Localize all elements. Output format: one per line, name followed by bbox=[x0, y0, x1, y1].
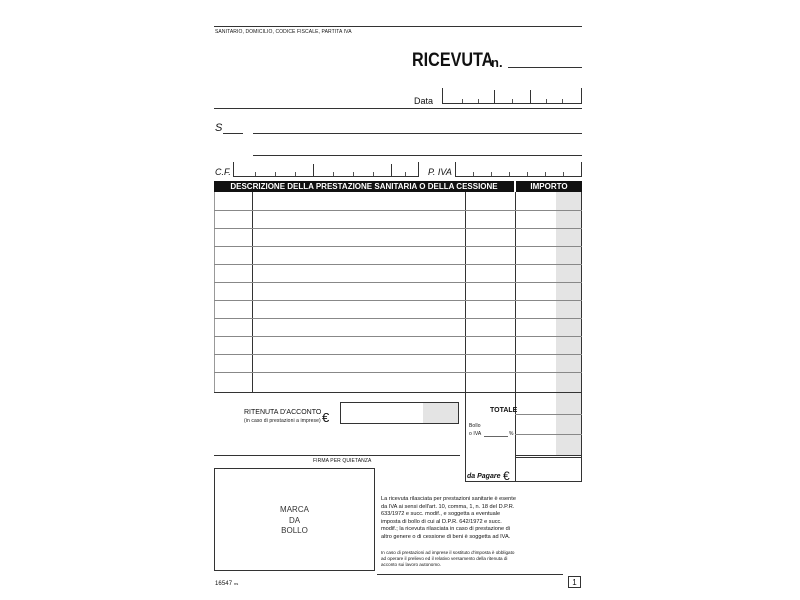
issuer-top-rule bbox=[214, 26, 582, 27]
cf-tick bbox=[373, 172, 374, 176]
totale-label: TOTALE bbox=[490, 407, 518, 414]
note-line: La ricevuta rilasciata per prestazioni sanitarie è esente bbox=[381, 496, 516, 502]
date-tick bbox=[512, 99, 513, 103]
receipt-number-field[interactable] bbox=[508, 67, 582, 68]
note-line: In caso di prestazioni ad imprese il sostituto d'imposta è obbligato bbox=[381, 550, 515, 555]
note-line: modif.; la ricevuta rilasciata in caso di prestazione di bbox=[381, 526, 511, 532]
date-label: Data bbox=[414, 96, 434, 106]
cf-label: C.F. bbox=[215, 167, 231, 177]
cf-tick bbox=[275, 172, 276, 176]
page-number-box bbox=[568, 576, 581, 588]
form-code bbox=[215, 581, 238, 587]
table-row[interactable] bbox=[214, 300, 582, 301]
totals-row bbox=[515, 414, 582, 415]
amount-header: IMPORTO bbox=[516, 181, 582, 192]
issuer-line: SANITARIO, DOMICILIO, CODICE FISCALE, PARTITA IVA bbox=[215, 29, 352, 35]
da-pagare-field[interactable] bbox=[515, 457, 582, 482]
table-col-price bbox=[465, 192, 466, 393]
ritenuta-label: RITENUTA D'ACCONTO bbox=[244, 409, 322, 416]
secondary-note bbox=[381, 550, 581, 568]
note-line: imposta di bollo di cui al D.P.R. 642/1972 e succ. bbox=[381, 518, 502, 525]
totals-row bbox=[515, 455, 582, 456]
da-pagare-label: da Pagare bbox=[467, 473, 501, 480]
piva-label: P. IVA bbox=[428, 167, 452, 177]
page-number: 1 bbox=[572, 578, 577, 587]
client-address-field[interactable] bbox=[253, 155, 582, 156]
date-tick bbox=[546, 99, 547, 103]
stamp-line2: DA bbox=[288, 515, 301, 525]
firma-label: FIRMA PER QUIETANZA bbox=[313, 458, 372, 464]
totals-row bbox=[515, 434, 582, 435]
date-tick bbox=[562, 99, 563, 103]
table-row[interactable] bbox=[214, 336, 582, 337]
piva-tick bbox=[563, 172, 564, 176]
table-left-border bbox=[214, 192, 215, 393]
ritenuta-cents bbox=[423, 403, 458, 423]
note-line: acconto sui lavoro autonomo. bbox=[381, 562, 442, 567]
table-row[interactable] bbox=[214, 354, 582, 355]
table-right-border bbox=[581, 192, 582, 393]
legal-note bbox=[381, 496, 581, 541]
iva-label: o IVA bbox=[469, 431, 482, 437]
note-line: ad operare il prelievo ed il relativo versamento della ritenuta di bbox=[381, 556, 508, 561]
table-row[interactable] bbox=[214, 246, 582, 247]
cf-tick bbox=[333, 172, 334, 176]
stamp-line3: BOLLO bbox=[281, 526, 308, 535]
bollo-label: Bollo bbox=[469, 423, 481, 429]
totals-cents-column bbox=[556, 393, 581, 455]
da-pagare-euro-icon: € bbox=[503, 469, 510, 483]
piva-tick bbox=[527, 172, 528, 176]
receipt-title: RICEVUTA bbox=[412, 50, 494, 71]
iva-percent-field[interactable] bbox=[484, 436, 508, 437]
date-tick bbox=[462, 99, 463, 103]
date-tick bbox=[478, 99, 479, 103]
form-code-number: 16547 bbox=[215, 581, 233, 587]
cf-sep bbox=[313, 164, 314, 177]
date-sep bbox=[494, 90, 495, 104]
client-name-field[interactable] bbox=[253, 133, 582, 134]
cf-sep bbox=[391, 164, 392, 177]
stamp-text bbox=[214, 505, 375, 537]
client-s-label: S bbox=[215, 122, 223, 134]
piva-tick bbox=[509, 172, 510, 176]
piva-tick bbox=[491, 172, 492, 176]
cf-tick bbox=[295, 172, 296, 176]
signature-line[interactable] bbox=[214, 455, 460, 456]
note-line: da IVA ai sensi dell'art. 10, comma, 1, n. 18 del D.P.R. bbox=[381, 503, 515, 510]
table-row[interactable] bbox=[214, 372, 582, 373]
receipt-number-label: n. bbox=[491, 55, 503, 70]
totals-bottom bbox=[465, 481, 582, 482]
client-s-short-field[interactable] bbox=[223, 133, 243, 134]
table-row[interactable] bbox=[214, 282, 582, 283]
table-col-amount bbox=[515, 192, 516, 393]
note-line: altro genere o di cessione di beni è soggetta ad IVA. bbox=[381, 533, 511, 540]
piva-tick bbox=[545, 172, 546, 176]
cf-tick bbox=[353, 172, 354, 176]
table-col-qty bbox=[252, 192, 253, 393]
date-sep bbox=[530, 90, 531, 104]
stamp-line1: MARCA bbox=[280, 505, 309, 514]
table-row[interactable] bbox=[214, 318, 582, 319]
totals-left-border bbox=[465, 392, 466, 482]
table-row[interactable] bbox=[214, 264, 582, 265]
table-bottom bbox=[214, 392, 582, 393]
amount-cents-column bbox=[556, 192, 582, 393]
header-separator bbox=[214, 108, 582, 109]
note-line: 633/1972 e succ. modif., e soggetta a eventuale bbox=[381, 511, 501, 517]
description-header: DESCRIZIONE DELLA PRESTAZIONE SANITARIA O DELLA CESSIONE bbox=[214, 181, 514, 192]
ritenuta-sublabel: (in caso di prestazioni a imprese) bbox=[244, 418, 321, 424]
ritenuta-euro-icon: € bbox=[322, 410, 330, 425]
date-right bbox=[581, 88, 582, 104]
cf-tick bbox=[405, 172, 406, 176]
percent-sign: % bbox=[509, 431, 514, 437]
table-row[interactable] bbox=[214, 228, 582, 229]
piva-tick bbox=[473, 172, 474, 176]
table-row[interactable] bbox=[214, 210, 582, 211]
notes-bottom-rule bbox=[377, 574, 563, 575]
form-code-suffix: ns bbox=[233, 581, 239, 586]
cf-tick bbox=[255, 172, 256, 176]
